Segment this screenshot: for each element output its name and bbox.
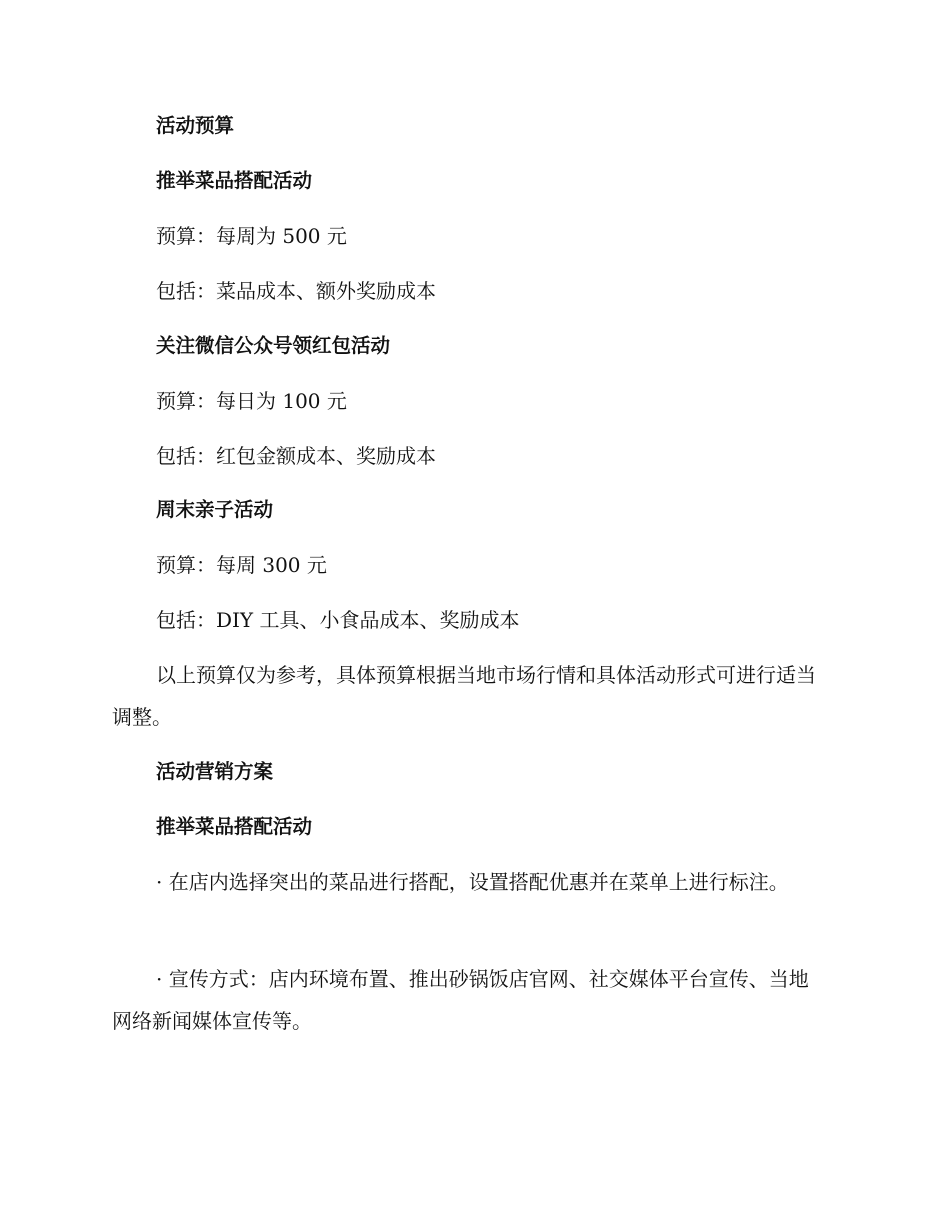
budget-note-paragraph: 以上预算仅为参考，具体预算根据当地市场行情和具体活动形式可进行适当调整。 [112, 663, 816, 729]
marketing-subheading: 推举菜品搭配活动 [156, 815, 313, 838]
activity-includes: 包括：菜品成本、额外奖励成本 [156, 279, 436, 303]
section-heading-budget: 活动预算 [156, 114, 235, 137]
bullet-paragraph: · 在店内选择突出的菜品进行搭配，设置搭配优惠并在菜单上进行标注。 [156, 870, 789, 894]
activity-title: 推举菜品搭配活动 [156, 169, 313, 192]
activity-budget: 预算：每周为 500 元 [156, 224, 347, 248]
activity-budget: 预算：每周 300 元 [156, 553, 327, 577]
activity-includes: 包括：DIY 工具、小食品成本、奖励成本 [156, 608, 520, 632]
activity-title: 周末亲子活动 [156, 498, 274, 521]
activity-title: 关注微信公众号领红包活动 [156, 334, 391, 357]
section-heading-marketing: 活动营销方案 [156, 760, 274, 783]
activity-budget: 预算：每日为 100 元 [156, 389, 347, 413]
activity-includes: 包括：红包金额成本、奖励成本 [156, 444, 436, 468]
bullet-paragraph: · 宣传方式：店内环境布置、推出砂锅饭店官网、社交媒体平台宣传、当地网络新闻媒体宣传等。 [112, 967, 809, 1033]
